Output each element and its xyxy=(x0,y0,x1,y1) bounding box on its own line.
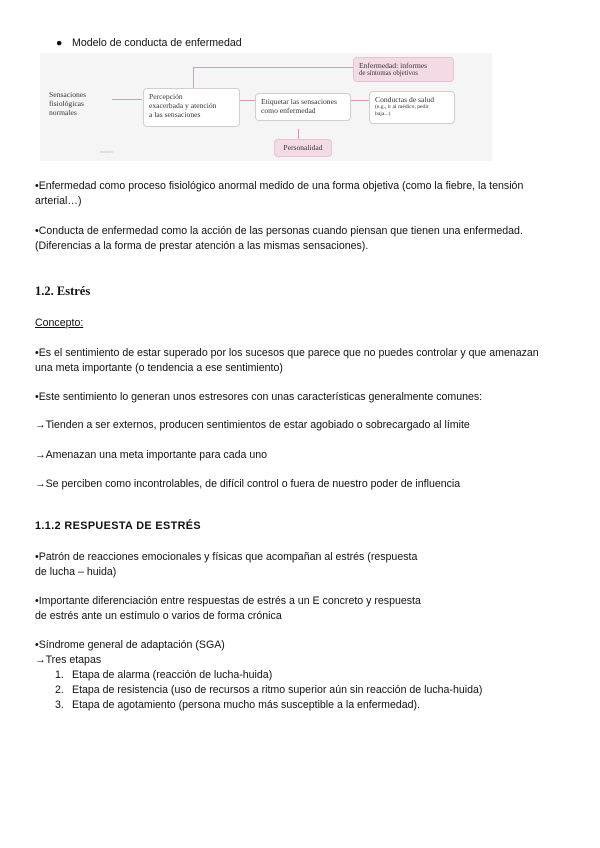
line-up-left xyxy=(193,67,194,89)
node-personalidad xyxy=(274,139,332,157)
node-text: Etiquetar las sensaciones xyxy=(261,97,337,106)
node-subtext: baja...) xyxy=(375,110,391,117)
node-text: exacerbada y atención xyxy=(149,101,217,110)
node-text: a las sensaciones xyxy=(149,110,201,119)
concept-line: una meta importante (o tendencia a ese sentimiento) xyxy=(35,362,283,374)
line-top xyxy=(193,67,353,68)
node-text: Personalidad xyxy=(283,143,323,152)
node-enfermedad xyxy=(353,57,454,82)
section-title-respuesta: 1.1.2 RESPUESTA DE ESTRÉS xyxy=(35,520,202,532)
concept-line: •Es el sentimiento de estar superado por los sucesos que parece que no puedes controlar y que amenazan xyxy=(35,347,539,359)
node-text: Sensaciones xyxy=(49,90,87,99)
stage-number: 2. xyxy=(55,684,64,696)
paragraph-line: arterial…) xyxy=(35,195,82,207)
arrow-item: →Tienden a ser externos, producen sentimientos de estar agobiado o sobrecargado al límite xyxy=(35,419,470,431)
node-text: Percepción xyxy=(149,92,183,101)
paragraph-line: •Enfermedad como proceso fisiológico anormal medido de una forma objetiva (como la fiebre, la tensión xyxy=(35,180,524,192)
node-etiquetar xyxy=(255,93,351,121)
diagram-heading: Modelo de conducta de enfermedad xyxy=(72,37,242,49)
concept-label: Concepto: xyxy=(35,317,84,329)
section-title-estres: 1.2. Estrés xyxy=(35,284,91,298)
node-text: como enfermedad xyxy=(261,106,316,115)
arrow-item: →Se perciben como incontrolables, de difícil control o fuera de nuestro poder de influencia xyxy=(35,478,461,490)
response-line: →Tres etapas xyxy=(35,654,102,666)
stage-number: 3. xyxy=(55,699,64,711)
node-subtext: de síntomas objetivos xyxy=(359,70,418,77)
paragraph-line: (Diferencias a la forma de prestar atención a las mismas sensaciones). xyxy=(35,240,369,252)
line-down xyxy=(298,129,299,139)
response-line: de lucha – huida) xyxy=(35,566,117,578)
arrow-3-4 xyxy=(351,100,369,101)
arrow-item: →Amenazan una meta importante para cada uno xyxy=(35,449,268,461)
node-subtext: (e.g., ir al médico, pedir xyxy=(375,104,429,110)
bullet-dot: ● xyxy=(56,37,63,49)
arrow-2-3 xyxy=(240,100,255,101)
stage-text: Etapa de alarma (reacción de lucha-huida) xyxy=(72,669,273,681)
arrow-1-2 xyxy=(112,99,142,100)
stage-text: Etapa de resistencia (uso de recursos a ritmo superior aún sin reacción de lucha-huida) xyxy=(72,684,483,696)
concept-line: •Este sentimiento lo generan unos estresores con unas características generalmente comunes: xyxy=(35,391,483,403)
node-text: Enfermedad: informes xyxy=(359,61,428,70)
response-line: •Síndrome general de adaptación (SGA) xyxy=(35,639,225,651)
node-conductas xyxy=(369,91,455,124)
node-sensaciones xyxy=(44,87,112,127)
node-text: Conductas de salud xyxy=(375,95,435,104)
response-line: de estrés ante un estímulo o varios de forma crónica xyxy=(35,610,282,622)
illness-behavior-diagram xyxy=(40,53,492,161)
response-line: •Patrón de reacciones emocionales y físicas que acompañan al estrés (respuesta xyxy=(35,551,418,563)
paragraph-line: •Conducta de enfermedad como la acción de las personas cuando piensan que tienen una enfermedad. xyxy=(35,225,523,237)
node-text: fisiológicas xyxy=(49,99,85,108)
node-percepcion xyxy=(143,88,240,127)
stage-number: 1. xyxy=(55,669,64,681)
response-line: •Importante diferenciación entre respuestas de estrés a un E concreto y respuesta xyxy=(35,595,421,607)
watermark: wuolah xyxy=(100,149,113,154)
node-text: normales xyxy=(49,108,77,117)
stage-text: Etapa de agotamiento (persona mucho más susceptible a la enfermedad). xyxy=(72,699,421,711)
